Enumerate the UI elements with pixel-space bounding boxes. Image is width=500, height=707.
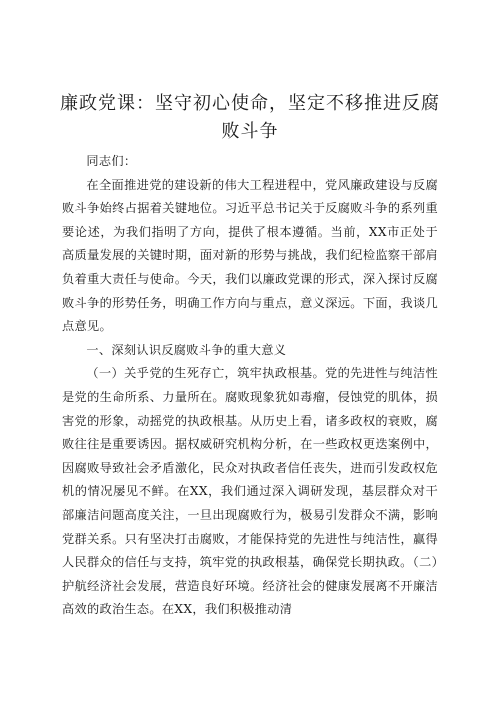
document-title: 廉政党课：坚守初心使命，坚定不移推进反腐败斗争: [60, 93, 440, 142]
salutation: 同志们：: [86, 154, 137, 168]
document-body: [62, 150, 438, 622]
section-paragraph: （一）关乎党的生死存亡，筑牢执政根基。党的先进性与纯洁性是党的生命所系、力量所在。腐败现象犹如毒瘤，侵蚀党的肌体，损害党的形象，动摇党的执政根基。从历史上看，诸多政权的衰败，腐败往往是重要诱因。据权威研究机构分析，在一些政权更迭案例中，因腐败导致社会矛盾激化，民众对执政者信任丧失，进而引发政权危机的情况屡见不鲜。在XX，我们通过深入调研发现，基层群众对干部廉洁问题高度关注，一旦出现腐败行为，极易引发群众不满，影响党群关系。只有坚决打击腐败，才能保持党的先进性与纯洁性，赢得人民群众的信任与支持，筑牢党的执政根基，确保党长期执政。（二）护航经济社会发展，营造良好环境。经济社会的健康发展离不开廉洁高效的政治生态。在XX，我们积极推动清: [62, 366, 438, 617]
section-heading: 一、深刻认识反腐败斗争的重大意义: [86, 342, 287, 357]
intro-paragraph: 在全面推进党的建设新的伟大工程进程中，党风廉政建设与反腐败斗争始终占据着关键地位。习近平总书记关于反腐败斗争的系列重要论述，为我们指明了方向，提供了根本遵循。当前，XX市正处于高质量发展的关键时期，面对新的形势与挑战，我们纪检监察干部肩负着重大责任与使命。今天，我们以廉政党课的形式，深入探讨反腐败斗争的形势任务，明确工作方向与重点，意义深远。下面，我谈几点意见。: [62, 177, 438, 334]
